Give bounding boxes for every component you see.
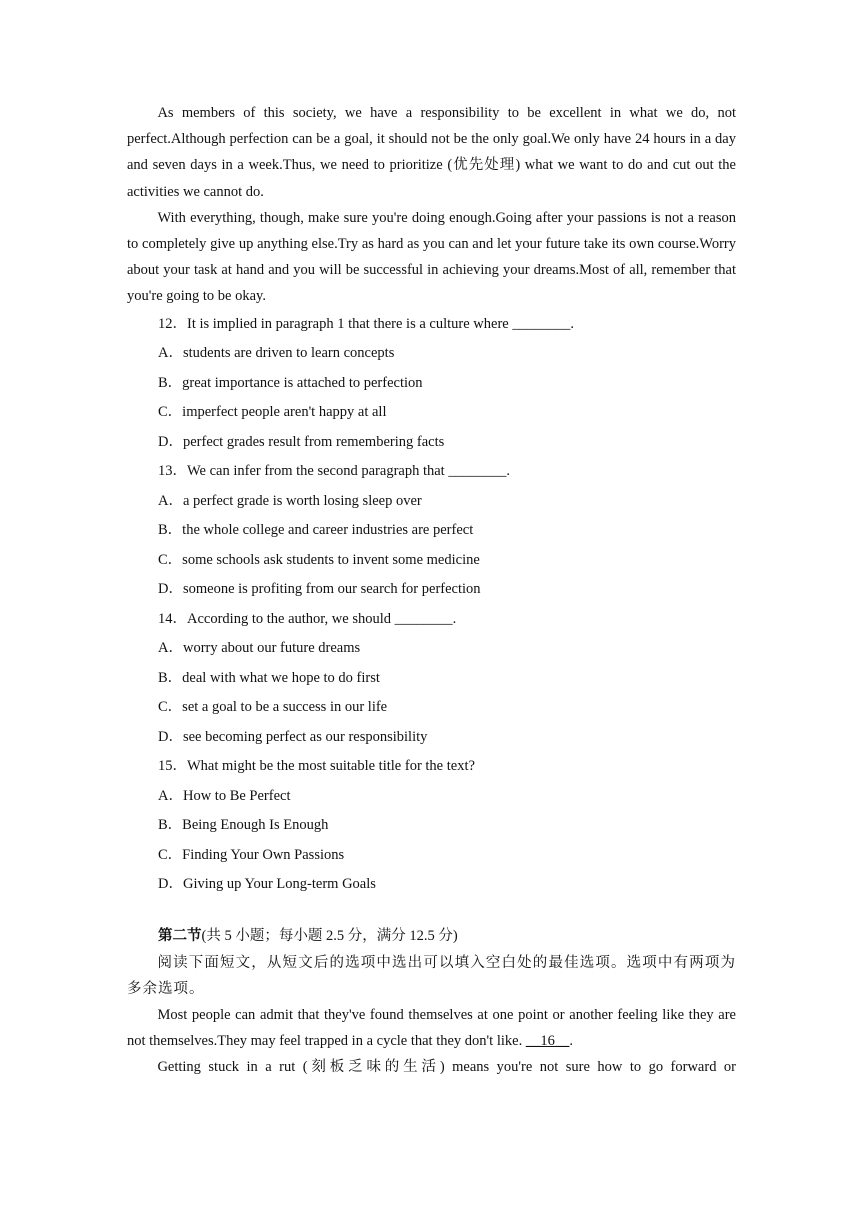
blank-16: __16__ (525, 1033, 570, 1050)
option-d: D．perfect grades result from remembering facts (158, 433, 445, 450)
cloze-paragraph-1 (127, 1002, 736, 1054)
question-15 (127, 752, 736, 900)
passage-paragraph-1: As members of this society, we have a responsibility to be excellent in what we do, not perfect.Although perfection can be a goal, it should not be the only goal.We only have 24 hours in a day and seven days in a week.Thus, we need to prioritize (优先处理) what we want to do and cut out the activities we cannot do. (127, 105, 736, 200)
question-stem: 12．It is implied in paragraph 1 that there is a culture where ________. (158, 315, 574, 332)
option-c: C．imperfect people aren't happy at all (158, 404, 387, 421)
cloze-period: . (569, 1033, 573, 1050)
option-a: A．worry about our future dreams (158, 640, 361, 657)
passage-paragraph-2: With everything, though, make sure you're doing enough.Going after your passions is not a reason to completely give up anything else.Try as hard as you can and let your future take its own course.Worry about your task at hand and you will be successful in achieving your dreams.Most of all, remember that you're going to be okay. (127, 209, 736, 305)
option-d: D．see becoming perfect as our responsibility (158, 728, 428, 745)
question-stem: 14．According to the author, we should ________. (158, 610, 457, 627)
cloze-text: Most people can admit that they've found themselves at one point or another feeling like they are not themselves.They may feel trapped in a cycle that they don't like. (127, 1007, 736, 1050)
option-a: A．a perfect grade is worth losing sleep over (158, 492, 422, 509)
question-stem: 15．What might be the most suitable title for the text? (158, 758, 475, 775)
option-b: B．great importance is attached to perfection (158, 374, 423, 391)
option-d: D．someone is profiting from our search for perfection (158, 581, 481, 598)
question-stem: 13．We can infer from the second paragraph that ________. (158, 463, 510, 480)
question-12 (127, 310, 736, 458)
section-heading (127, 922, 736, 950)
option-c: C．Finding Your Own Passions (158, 846, 345, 863)
option-b: B．Being Enough Is Enough (158, 817, 329, 834)
option-c: C．some schools ask students to invent some medicine (158, 551, 480, 568)
option-b: B．deal with what we hope to do first (158, 669, 380, 686)
section-gap (127, 900, 736, 922)
section-heading-detail: (共 5 小题；每小题 2.5 分，满分 12.5 分) (201, 927, 458, 944)
option-c: C．set a goal to be a success in our life (158, 699, 388, 716)
option-d: D．Giving up Your Long-term Goals (158, 876, 376, 893)
section-heading-bold: 第二节 (158, 927, 202, 944)
option-a: A．students are driven to learn concepts (158, 345, 395, 362)
option-a: A．How to Be Perfect (158, 787, 291, 804)
cloze-paragraph-2: Getting stuck in a rut (刻板乏味的生活) means you're not sure how to go forward or (157, 1059, 736, 1076)
question-13 (127, 457, 736, 605)
section-instructions: 阅读下面短文，从短文后的选项中选出可以填入空白处的最佳选项。选项中有两项为多余选项。 (127, 954, 736, 997)
document-page (127, 100, 736, 1081)
option-b: B．the whole college and career industries are perfect (158, 522, 474, 539)
question-14 (127, 605, 736, 753)
